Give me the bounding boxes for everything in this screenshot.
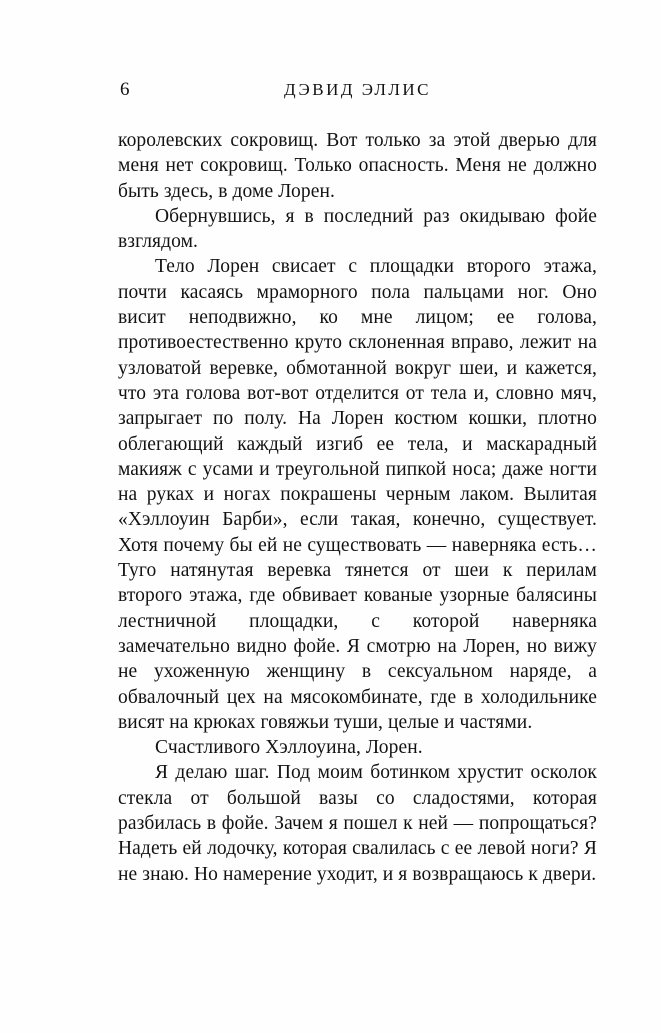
page-number: 6 — [120, 79, 130, 100]
page-header — [118, 78, 597, 102]
paragraph: Тело Лорен свисает с площадки второго этажа, почти касаясь мраморного пола пальцами ног. Оно висит неподвижно, ко мне лицом; ее голова, противоестественно круто склоненная вправо, лежит на узловатой веревке, обмотанной вокруг шеи, и кажется, что эта голова вот-вот отделится от тела и, словно мяч, запрыгает по полу. На Лорен костюм кошки, плотно облегающий каждый изгиб ее тела, и маскарадный макияж с усами и треугольной пипкой носа; даже ногти на руках и ногах покрашены черным лаком. Вылитая «Хэллоуин Барби», если такая, конечно, существует. Хотя почему бы ей не существовать — наверняка есть… Туго натянутая веревка тянется от шеи к перилам второго этажа, где обвивает кованые узорные балясины лестничной площадки, с которой наверняка замечательно видно фойе. Я смотрю на Лорен, но вижу не ухоженную женщину в сексуальном наряде, а обвалочный цех на мясокомбинате, где в холодильнике висят на крюках говяжьи туши, целые и частями. — [118, 256, 597, 733]
paragraph: Счастливого Хэллоуина, Лорен. — [155, 737, 423, 759]
paragraph: Обернувшись, я в последний раз окидываю фойе взглядом. — [118, 205, 597, 253]
paragraph: Я делаю шаг. Под моим ботинком хрустит осколок стекла от большой вазы со сладостями, которая разбилась в фойе. Зачем я пошел к ней — попрощаться? Надеть ей лодочку, которая свалилась с ее левой ноги? Я не знаю. Но намерение уходит, и я возвращаюсь к двери. — [118, 762, 597, 885]
page-body — [118, 128, 597, 887]
running-title: ДЭВИД ЭЛЛИС — [283, 80, 432, 99]
paragraph: королевских сокровищ. Вот только за этой дверью для меня нет сокровищ. Только опасность. Меня не должно быть здесь, в доме Лорен. — [118, 130, 597, 202]
